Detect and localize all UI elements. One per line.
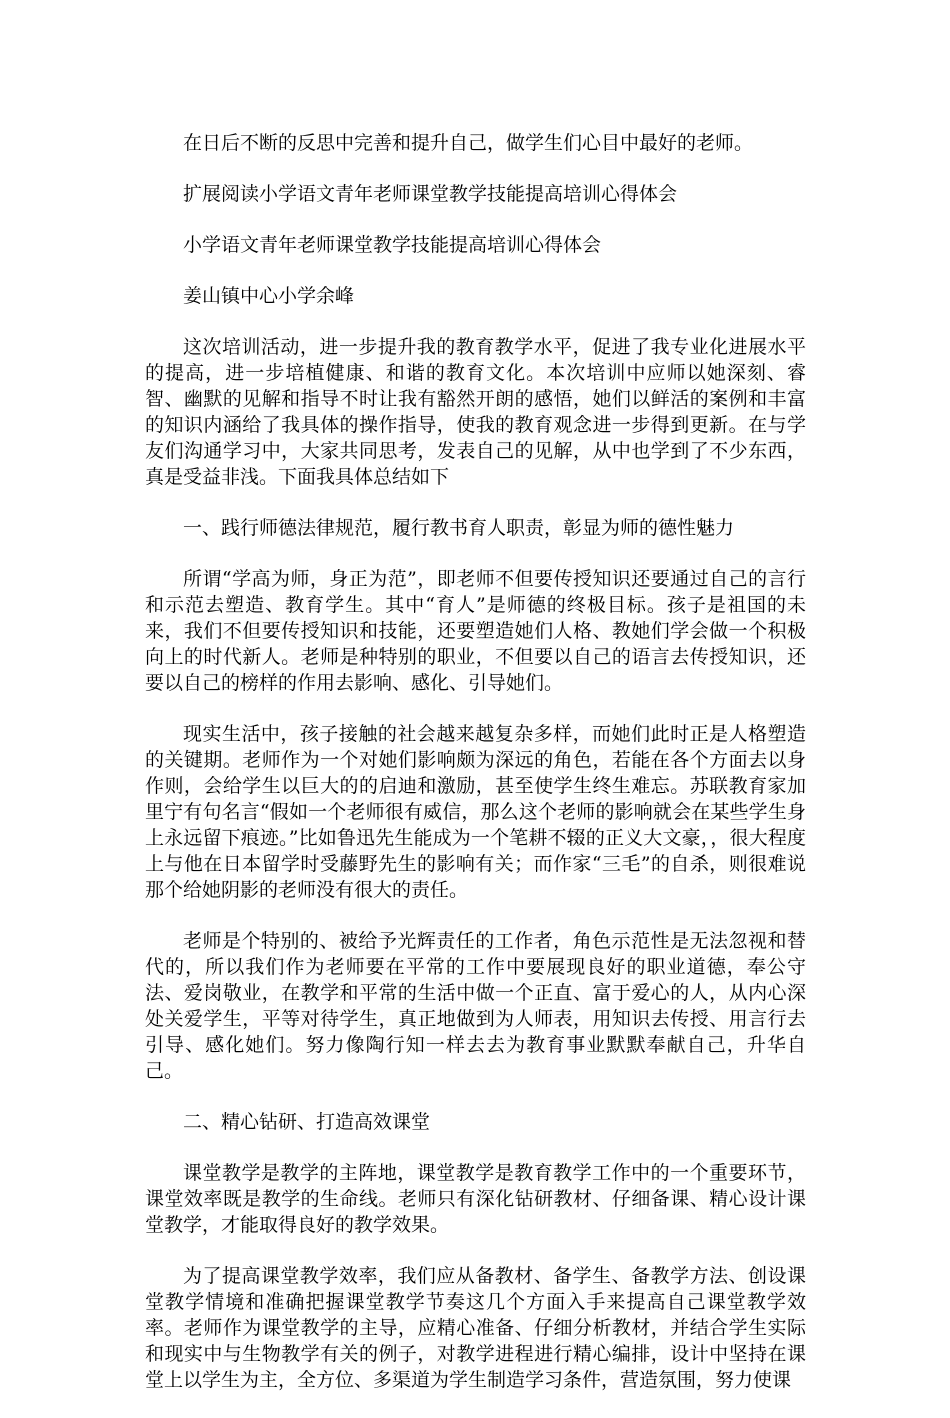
document-body — [145, 130, 806, 1418]
paragraph-body: 课堂教学是教学的主阵地，课堂教学是教育教学工作中的一个重要环节，课堂效率既是教学的生命线。老师只有深化钻研教材、仔细备课、精心设计课堂教学，才能取得良好的教学效果。 — [145, 1162, 806, 1236]
paragraph-body: 所谓“学高为师，身正为范”，即老师不但要传授知识还要通过自己的言行和示范去塑造、教育学生。其中“育人”是师德的终极目标。孩子是祖国的未来，我们不但要传授知识和技能，还要塑造她们人格、教她们学会做一个积极向上的时代新人。老师是种特别的职业，不但要以自己的语言去传授知识，还要以自己的榜样的作用去影响、感化、引导她们。 — [145, 568, 806, 694]
section-heading-two: 二、精心钻研、打造高效课堂 — [183, 1111, 431, 1133]
paragraph-extended-reading-title: 扩展阅读小学语文青年老师课堂教学技能提高培训心得体会 — [183, 183, 678, 205]
section-heading-one: 一、践行师德法律规范，履行教书育人职责，彰显为师的德性魅力 — [183, 517, 735, 539]
paragraph-body: 现实生活中，孩子接触的社会越来越复杂多样，而她们此时正是人格塑造的关键期。老师作为一个对她们影响颇为深远的角色，若能在各个方面去以身作则，会给学生以巨大的的启迪和激励，甚至使学生终生难忘。苏联教育家加里宁有句名言“假如一个老师很有威信，那么这个老师的影响就会在某些学生身上永远留下痕迹。”比如鲁迅先生能成为一个笔耕不辍的正义大文豪，，很大程度上与他在日本留学时受藤野先生的影响有关；而作家“三毛”的自杀，则很难说那个给她阴影的老师没有很大的责任。 — [145, 723, 806, 901]
paragraph-intro: 这次培训活动，进一步提升我的教育教学水平，促进了我专业化进展水平的提高，进一步培植健康、和谐的教育文化。本次培训中应师以她深刻、睿智、幽默的见解和指导不时让我有豁然开朗的感悟，她们以鲜活的案例和丰富的知识内涵给了我具体的操作指导，使我的教育观念进一步得到更新。在与学友们沟通学习中，大家共同思考，发表自己的见解，从中也学到了不少东西，真是受益非浅。下面我具体总结如下 — [145, 336, 806, 488]
paragraph-body: 老师是个特别的、被给予光辉责任的工作者，角色示范性是无法忽视和替代的，所以我们作为老师要在平常的工作中要展现良好的职业道德，奉公守法、爱岗敬业，在教学和平常的生活中做一个正直、富于爱心的人，从内心深处关爱学生，平等对待学生，真正地做到为人师表，用知识去传授、用言行去引导、感化她们。努力像陶行知一样去去为教育事业默默奉献自己，升华自己。 — [145, 930, 806, 1082]
paragraph-closing-line: 在日后不断的反思中完善和提升自己，做学生们心目中最好的老师。 — [183, 132, 754, 154]
paragraph-article-title: 小学语文青年老师课堂教学技能提高培训心得体会 — [183, 234, 602, 256]
paragraph-body: 为了提高课堂教学效率，我们应从备教材、备学生、备教学方法、创设课堂教学情境和准确把握课堂教学节奏这几个方面入手来提高自己课堂教学效率。老师作为课堂教学的主导，应精心准备、仔细分析教材，并结合学生实际和现实中与生物教学有关的例子，对教学进程进行精心编排，设计中坚持在课堂上以学生为主，全方位、多渠道为学生制造学习条件，营造氛围，努力使课 — [145, 1265, 806, 1391]
paragraph-author: 姜山镇中心小学余峰 — [183, 285, 355, 307]
